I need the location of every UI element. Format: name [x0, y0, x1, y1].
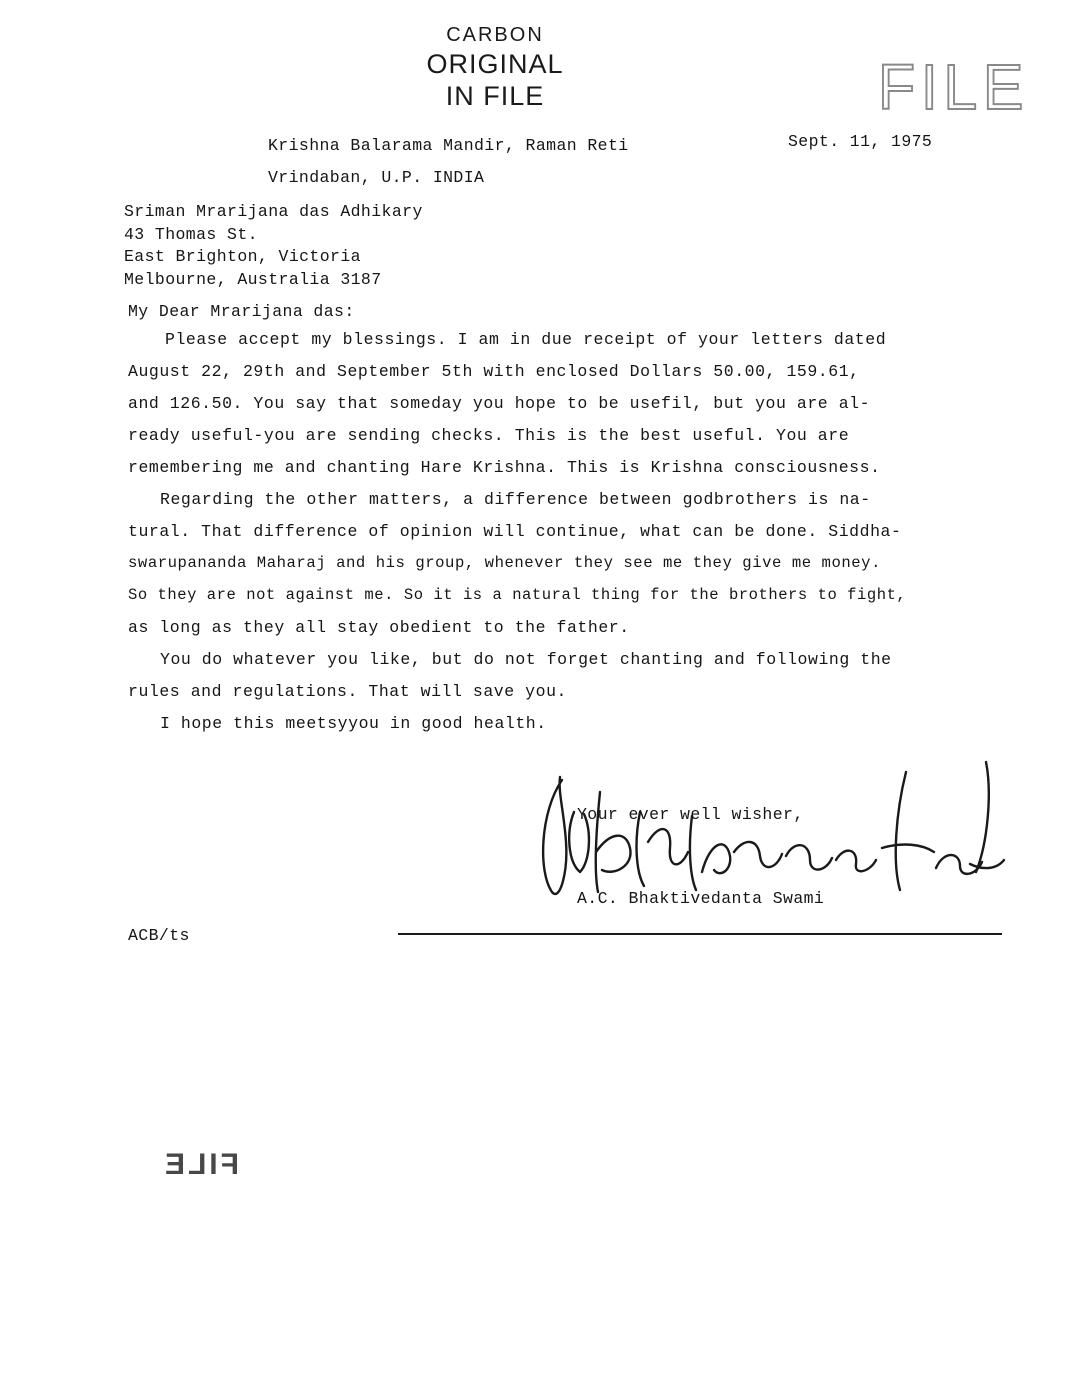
- body-line-9: So they are not against me. So it is a natural thing for the brothers to fight,: [128, 586, 907, 604]
- footer-file-mark: FILE: [162, 1148, 239, 1181]
- sender-line-1: Krishna Balarama Mandir, Raman Reti: [268, 136, 629, 155]
- recipient-street: 43 Thomas St.: [124, 225, 258, 244]
- body-line-4: ready useful-you are sending checks. This is the best useful. You are: [128, 426, 850, 445]
- sender-line-2: Vrindaban, U.P. INDIA: [268, 168, 485, 187]
- body-line-6: Regarding the other matters, a difference between godbrothers is na-: [160, 490, 871, 509]
- body-line-5: remembering me and chanting Hare Krishna. This is Krishna consciousness.: [128, 458, 881, 477]
- recipient-city: East Brighton, Victoria: [124, 247, 361, 266]
- body-line-8: swarupananda Maharaj and his group, whenever they see me they give me money.: [128, 554, 881, 572]
- body-line-2: August 22, 29th and September 5th with enclosed Dollars 50.00, 159.61,: [128, 362, 860, 381]
- closing: Your ever well wisher,: [577, 805, 804, 824]
- carbon-stamp: [400, 22, 590, 112]
- stamp-original: ORIGINAL: [426, 49, 564, 79]
- body-line-3: and 126.50. You say that someday you hope to be usefil, but you are al-: [128, 394, 871, 413]
- recipient-country: Melbourne, Australia 3187: [124, 270, 382, 289]
- typist-initials: ACB/ts: [128, 926, 190, 945]
- signature-name: A.C. Bhaktivedanta Swami: [577, 889, 825, 908]
- body-line-10: as long as they all stay obedient to the father.: [128, 618, 630, 637]
- letter-date: Sept. 11, 1975: [788, 132, 933, 151]
- file-stamp: FILE: [877, 51, 1030, 123]
- salutation: My Dear Mrarijana das:: [128, 302, 355, 321]
- body-line-1: Please accept my blessings. I am in due receipt of your letters dated: [165, 330, 887, 349]
- signature-rule: [398, 933, 1002, 935]
- body-line-11: You do whatever you like, but do not forget chanting and following the: [160, 650, 892, 669]
- recipient-name: Sriman Mrarijana das Adhikary: [124, 202, 423, 221]
- body-line-7: tural. That difference of opinion will continue, what can be done. Siddha-: [128, 522, 902, 541]
- body-line-13: I hope this meetsyyou in good health.: [160, 714, 547, 733]
- body-line-12: rules and regulations. That will save you.: [128, 682, 567, 701]
- stamp-in-file: IN FILE: [445, 81, 545, 111]
- stamp-carbon: CARBON: [446, 24, 544, 46]
